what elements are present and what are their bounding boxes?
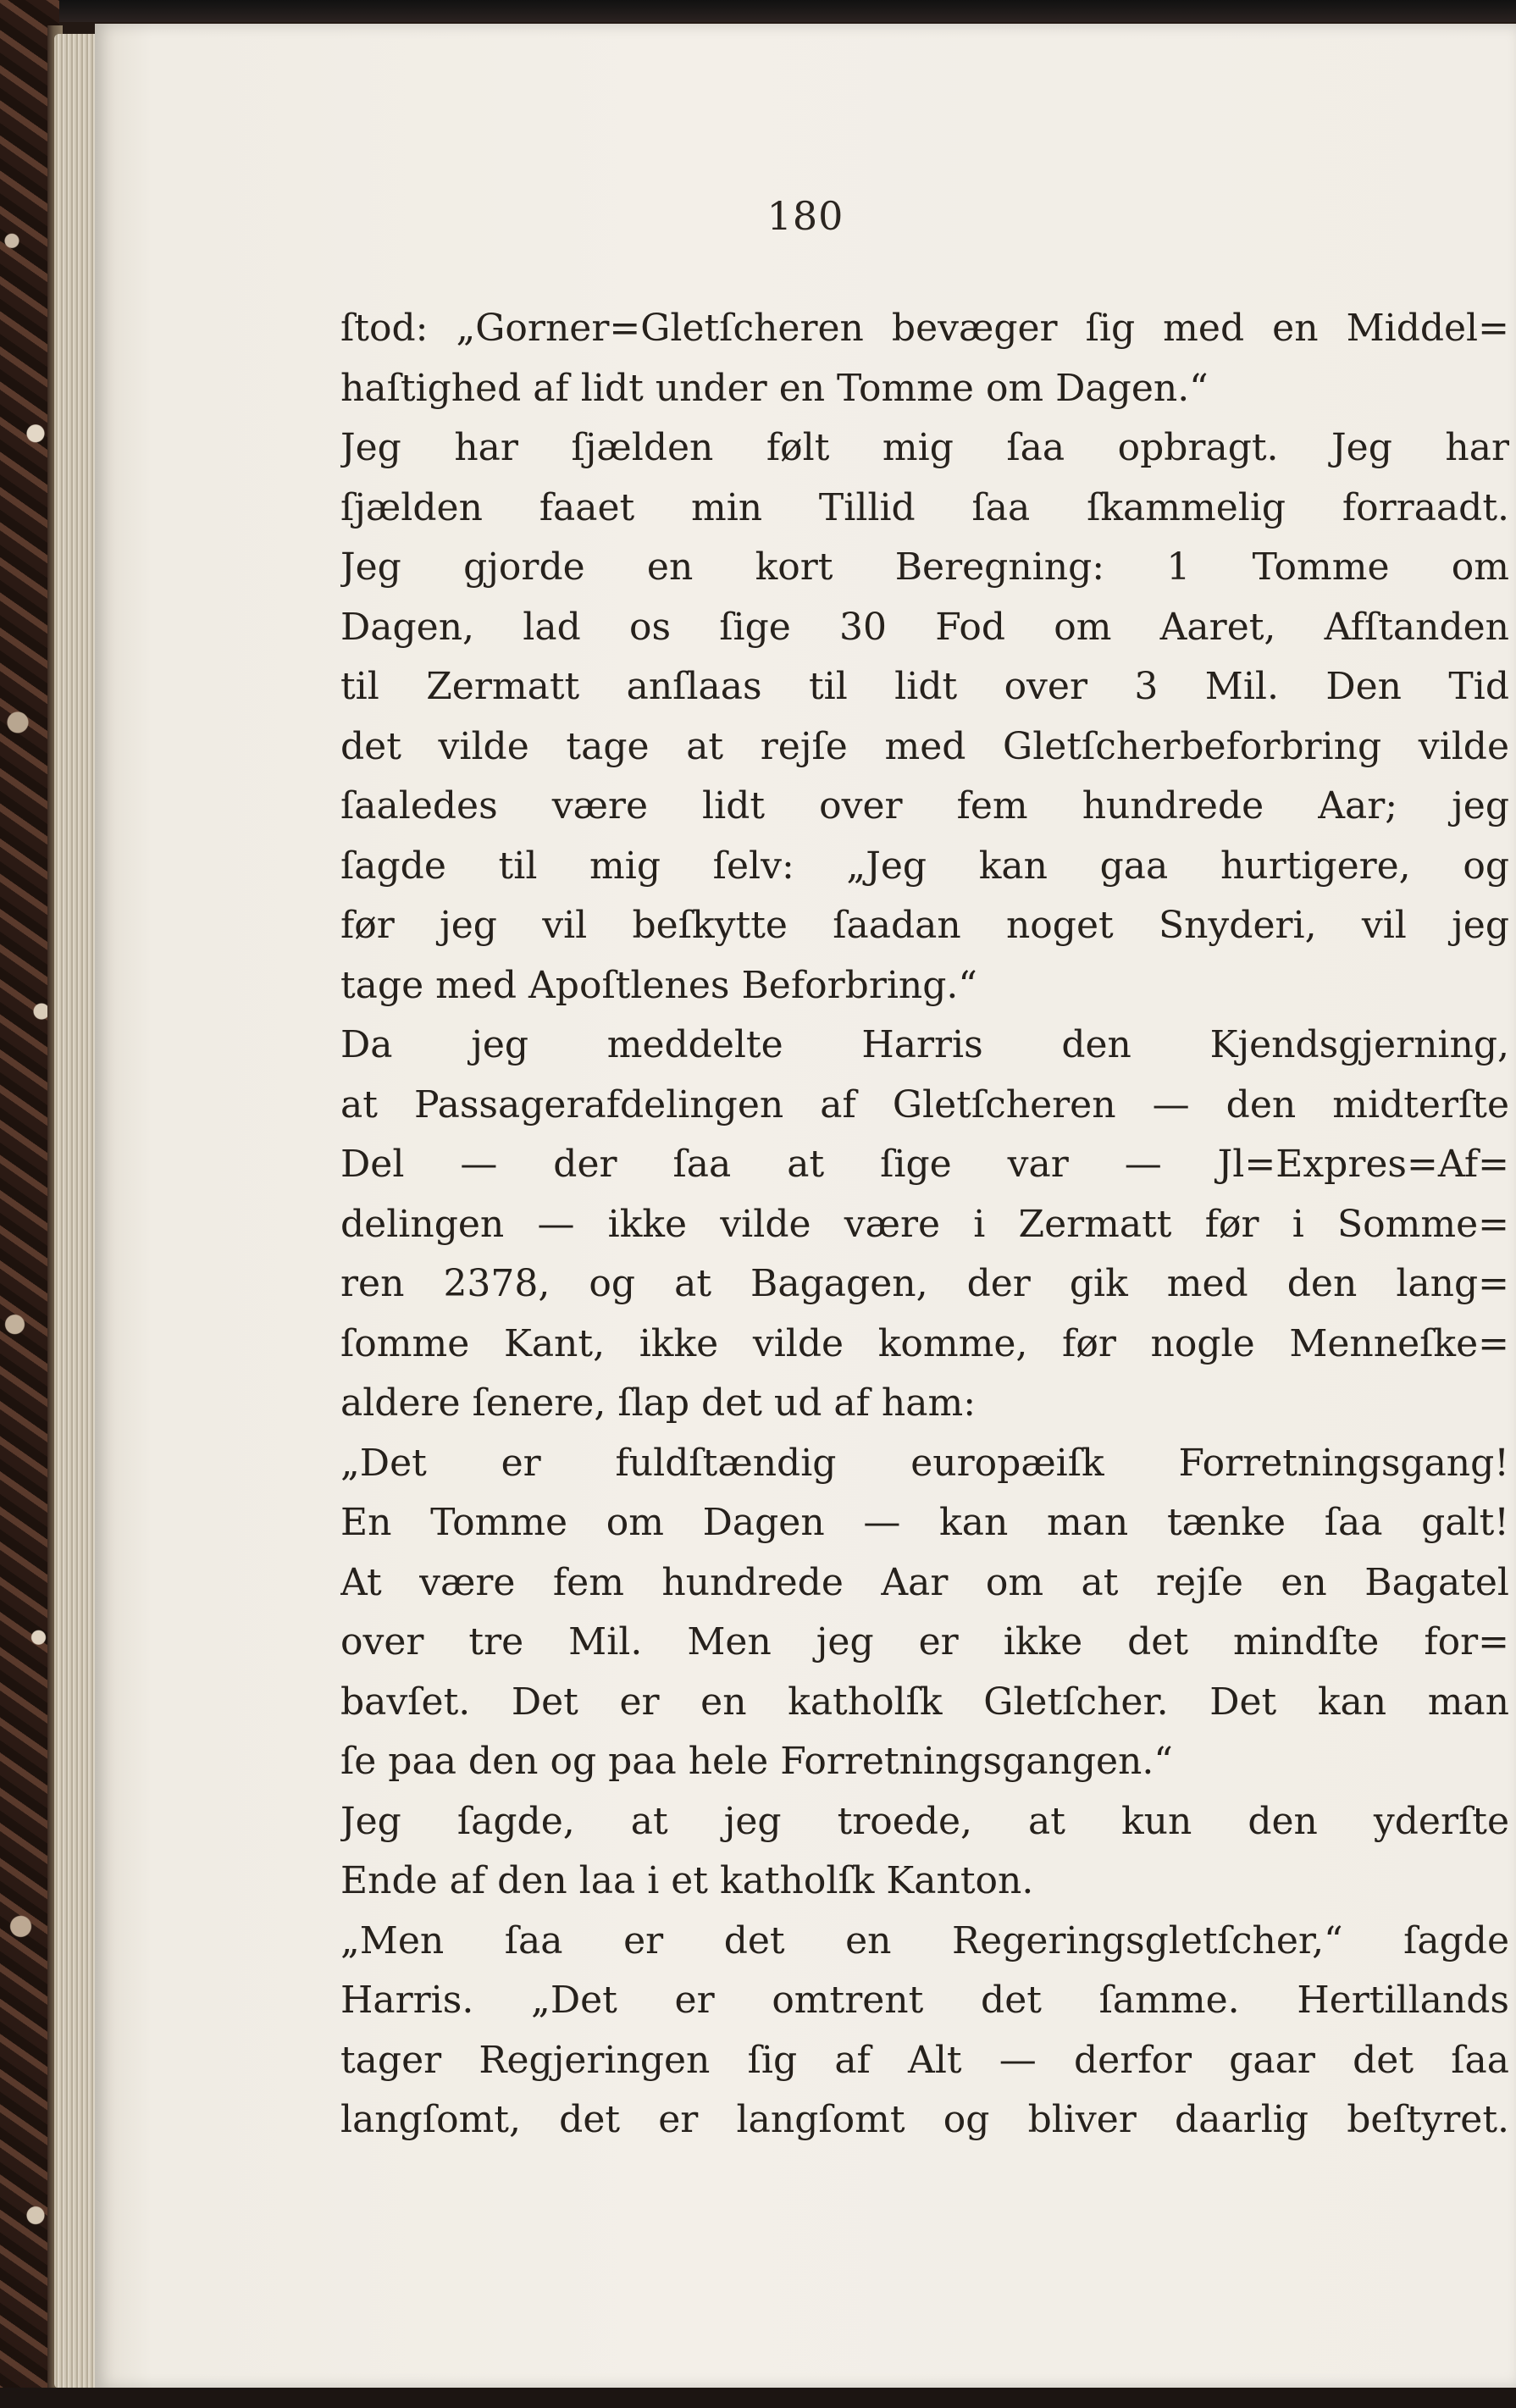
body-text [340,299,1509,2151]
text-line: „Det er fuldſtændig europæiſk Forretningsgang! [340,1441,1509,1485]
text-line: Jeg gjorde en kort Beregning: 1 Tomme om [340,545,1509,589]
text-line: Jeg har ſjælden følt mig ſaa opbragt. Jeg har [340,426,1509,469]
text-line: Dagen, lad os ſige 30 Fod om Aaret, Afſtanden [340,605,1509,649]
text-line: ſagde til mig ſelv: „Jeg kan gaa hurtigere, og [340,844,1509,888]
text-line: til Zermatt anſlaas til lidt over 3 Mil. Den Tid [340,665,1509,708]
text-line: ſe paa den og paa hele Forretningsgangen.“ [340,1740,1173,1783]
scan-top-border [0,0,1516,22]
text-line: Da jeg meddelte Harris den Kjendsgjerning, [340,1023,1509,1066]
text-line: Del — der ſaa at ſige var — Jl=Expres=Af= [340,1143,1509,1186]
text-line: ſaaledes være lidt over fem hundrede Aar; jeg [340,784,1509,828]
text-line: En Tomme om Dagen — kan man tænke ſaa galt! [340,1501,1509,1544]
text-line: før jeg vil beſkytte ſaadan noget Snyderi, vil jeg [340,904,1509,947]
text-line: ſomme Kant, ikke vilde komme, før nogle Menneſke= [340,1321,1509,1365]
text-line: over tre Mil. Men jeg er ikke det mindſte for= [340,1620,1509,1663]
text-line: det vilde tage at rejſe med Gletſcherbeforbring vilde [340,724,1509,768]
text-line: tage med Apoſtlenes Beforbring.“ [340,963,977,1007]
text-line: „Men ſaa er det en Regeringsgletſcher,“ ſagde [340,1918,1509,1962]
text-line: haſtighed af lidt under en Tomme om Dagen.“ [340,366,1209,410]
text-line: Harris. „Det er omtrent det ſamme. Hertillands [340,1979,1509,2022]
text-line: bavſet. Det er en katholſk Gletſcher. Det kan man [340,1680,1509,1724]
text-line: ſtod: „Gorner=Gletſcheren bevæger ſig med en Middel= [340,307,1509,350]
text-line: tager Regjeringen ſig af Alt — derfor gaar det ſaa [340,2038,1509,2082]
text-line: ſjælden faaet min Tillid ſaa ſkammelig forraadt. [340,485,1509,529]
text-line: Jeg ſagde, at jeg troede, at kun den yderſte [340,1799,1509,1843]
text-line: at Passagerafdelingen af Gletſcheren — den midterſte [340,1082,1509,1127]
text-line: langſomt, det er langſomt og bliver daarlig beſtyret. [340,2098,1509,2141]
text-line: Ende af den laa i et katholſk Kanton. [340,1859,1034,1902]
text-line: delingen — ikke vilde være i Zermatt før i Somme= [340,1202,1509,1246]
scan-bottom-border [0,2388,1516,2408]
text-line: At være fem hundrede Aar om at rejſe en Bagatel [340,1560,1509,1604]
text-line: aldere ſenere, ſlap det ud af ham: [340,1381,977,1425]
page-number: 180 [766,193,844,239]
text-line: ren 2378, og at Bagagen, der gik med den lang= [340,1262,1509,1305]
book-page [95,24,1516,2389]
